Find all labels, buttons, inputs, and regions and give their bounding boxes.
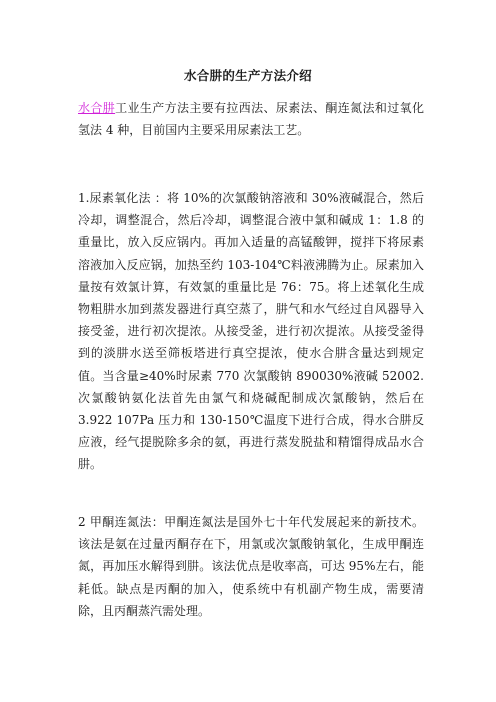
document-title: 水合肼的生产方法介绍 — [183, 68, 312, 83]
intro-text: 工业生产方法主要有拉西法、尿素法、酮连氮法和过氧化氢法 4 种，目前国内主要采用尿素法工艺。 — [78, 101, 424, 138]
ketazine-paragraph: 2 甲酮连氮法：甲酮连氮法是国外七十年代发展起来的新技术。该法是氨在过量丙酮存在下，用氯或次氯酸钠氧化，生成甲酮连氮，再加压水解得到肼。该法优点是收率高，可达 95%左右，能耗低。缺点是丙酮的加入，使系统中有机副产物生成，需要清除，且丙酮蒸汽需处理。 — [78, 515, 424, 618]
intro-paragraph — [78, 97, 424, 141]
hydrazine-hydrate-link[interactable]: 水合肼 — [78, 101, 116, 115]
urea-oxidation-paragraph: 1.尿素氧化法 ：将 10%的次氯酸钠溶液和 30%液碱混合，然后冷却，调整混合，然后冷却，调整混合液中氯和碱成 1：1.8 的重量比，放入反应锅内。再加入适量的高锰酸钾，搅拌下将尿素溶液加入反应锅，加热至约 103-104℃料液沸腾为止。尿素加入量按有效氯计算，有效氯的重量比是 76：75。将上述氧化生成物粗肼水加到蒸发器进行真空蒸了，肼气和水气经过自风器导入接受釜，进行初次提浓。从接受釜，进行初次提浓。从接受釜得到的淡肼水送至筛板塔进行真空提浓，使水合肼含量达到规定值。当含量≥40%时尿素 770 次氯酸钠 890030%液碱 52002.次氯酸钠氨化法首先由氯气和烧碱配制成次氯酸钠，然后在 3.922 107Pa 压力和 130-150℃温度下进行合成，得水合肼反应液，经气提脱除多余的氨，再进行蒸发脱盐和精馏得成品水合肼。 — [78, 191, 424, 472]
